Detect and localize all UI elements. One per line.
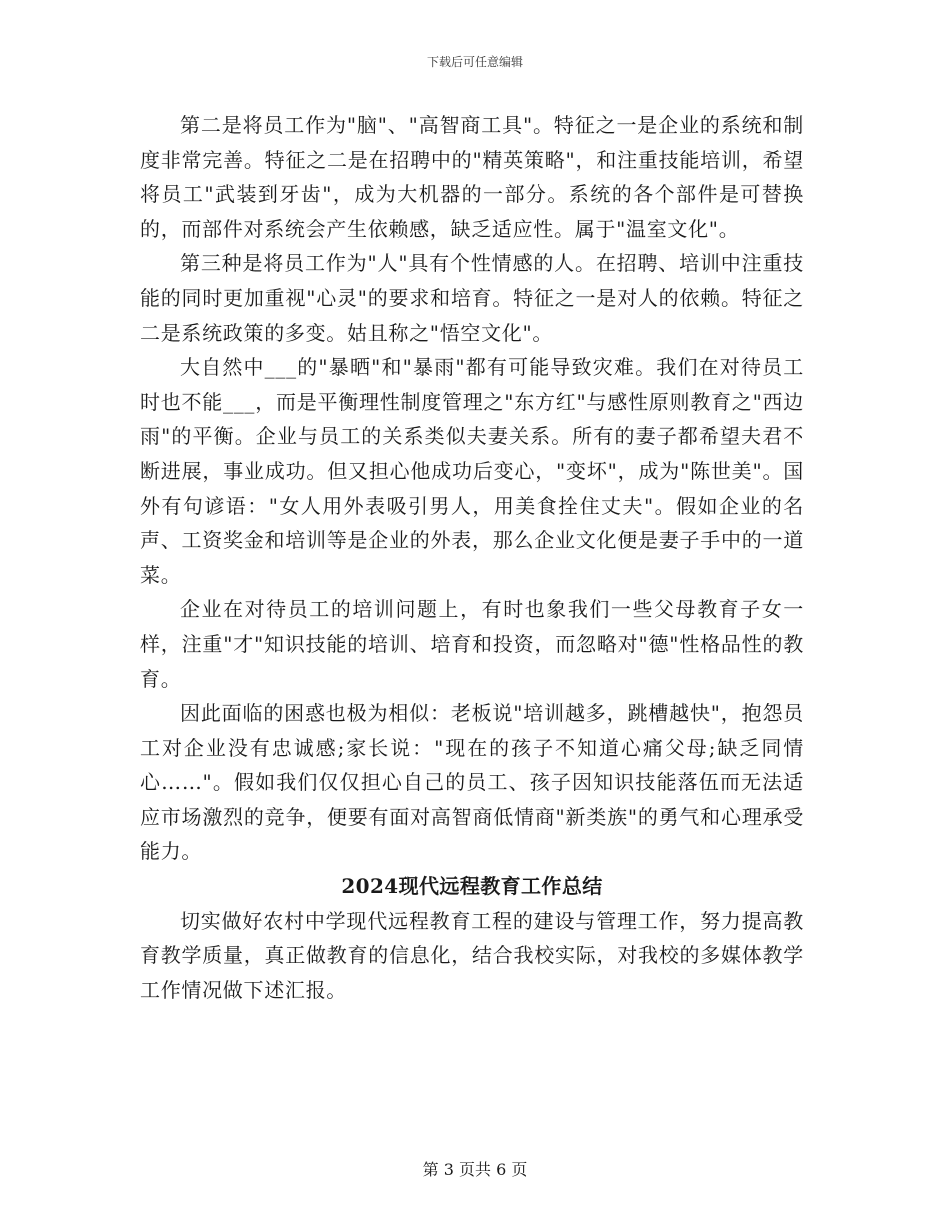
section-title: 2024现代远程教育工作总结	[341, 874, 603, 899]
paragraph-remote-education-intro: 切实做好农村中学现代远程教育工程的建设与管理工作，努力提高教育教学质量，真正做教育的信息化，结合我校实际，对我校的多媒体教学工作情况做下述汇报。	[140, 908, 804, 1002]
page-number: 第 3 页共 6 页	[422, 1160, 528, 1179]
page-header-note: 下载后可任意编辑	[426, 55, 523, 69]
paragraph-employee-as-brain: 第二是将员工作为"脑"、"高智商工具"。特征之一是企业的系统和制度非常完善。特征之二是在招聘中的"精英策略"，和注重技能培训，希望将员工"武装到牙齿"，成为大机器的一部分。系统的各个部件是可替换的，而部件对系统会产生依赖感，缺乏适应性。属于"温室文化"。	[140, 113, 804, 241]
paragraph-confusion: 因此面临的困惑也极为相似：老板说"培训越多，跳槽越快"，抱怨员工对企业没有忠诚感;家长说："现在的孩子不知道心痛父母;缺乏同情心……"。假如我们仅仅担心自己的员工、孩子因知识技能落伍而无法适应市场激烈的竞争，便要有面对高智商低情商"新类族"的勇气和心理承受能力。	[140, 701, 804, 864]
document-body	[140, 108, 804, 1007]
paragraph-training-issue: 企业在对待员工的培训问题上，有时也象我们一些父母教育子女一样，注重"才"知识技能的培训、培育和投资，而忽略对"德"性格品性的教育。	[140, 597, 804, 691]
paragraph-employee-as-person: 第三种是将员工作为"人"具有个性情感的人。在招聘、培训中注重技能的同时更加重视"心灵"的要求和培育。特征之一是对人的依赖。特征之二是系统政策的多变。姑且称之"悟空文化"。	[140, 251, 804, 345]
paragraph-nature-balance: 大自然中___的"暴晒"和"暴雨"都有可能导致灾难。我们在对待员工时也不能___，而是平衡理性制度管理之"东方红"与感性原则教育之"西边雨"的平衡。企业与员工的关系类似夫妻关系。所有的妻子都希望夫君不断进展，事业成功。但又担心他成功后变心，"变坏"，成为"陈世美"。国外有句谚语："女人用外表吸引男人，用美食拴住丈夫"。假如企业的名声、工资奖金和培训等是企业的外表，那么企业文化便是妻子手中的一道菜。	[140, 355, 804, 587]
